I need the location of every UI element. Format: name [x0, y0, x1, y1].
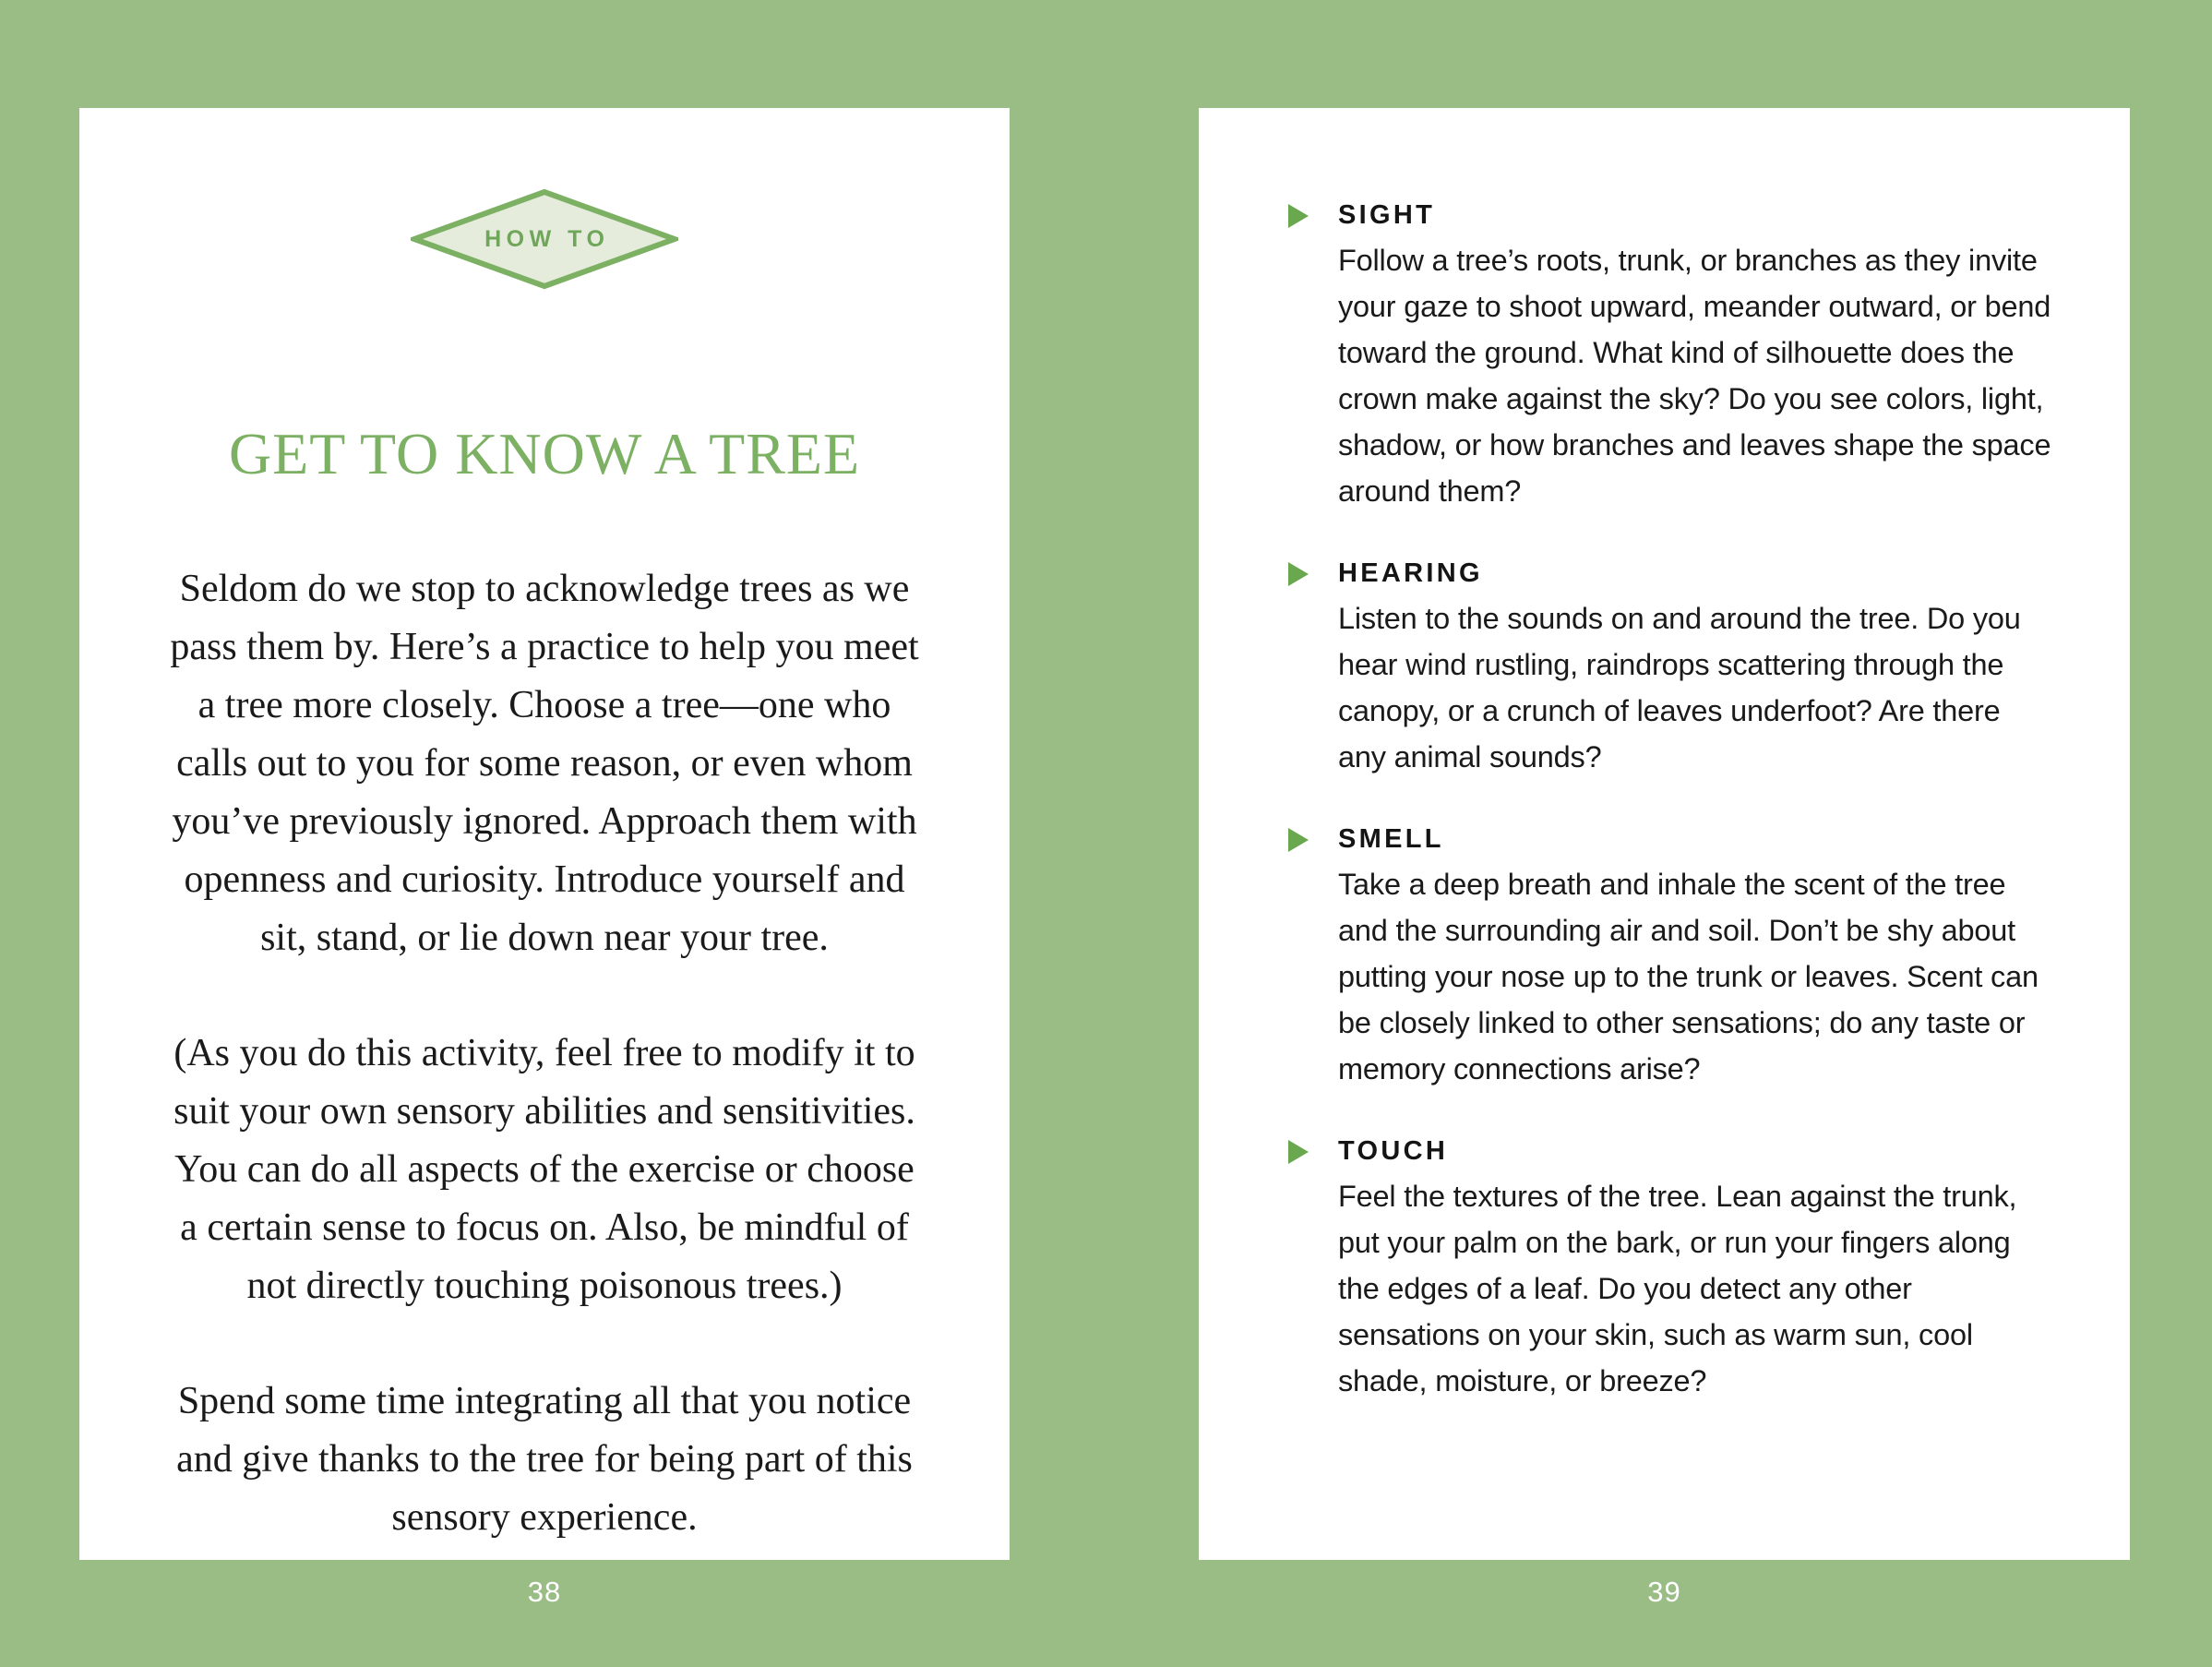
- sense-description: Feel the textures of the tree. Lean against the trunk, put your palm on the bark, or run your fingers along the edges of a leaf. Do you detect any other sensations on your skin, such as warm sun, cool shade, moisture, or breeze?: [1338, 1180, 2017, 1397]
- how-to-badge: [79, 188, 1010, 290]
- sense-section-smell: [1286, 824, 2052, 1092]
- how-to-badge-label: HOW TO: [484, 225, 610, 252]
- left-page: [79, 108, 1010, 1560]
- sense-description: Follow a tree’s roots, trunk, or branches as they invite your gaze to shoot upward, meander outward, or bend toward the ground. What kind of silhouette does the crown make against the sky? Do you see colors, light, shadow, or how branches and leaves shape the space around them?: [1338, 244, 2051, 508]
- right-page-content: [1286, 200, 2052, 1404]
- sense-name: HEARING: [1338, 558, 1483, 588]
- page-title: GET TO KNOW A TREE: [228, 421, 861, 486]
- sense-description: Listen to the sounds on and around the tree. Do you hear wind rustling, raindrops scattering through the canopy, or a crunch of leaves underfoot? Are there any animal sounds?: [1338, 602, 2021, 774]
- left-page-content: [79, 108, 1010, 1560]
- page-number-left: 38: [527, 1576, 562, 1608]
- triangle-right-icon: [1286, 826, 1318, 854]
- sense-heading: [1286, 558, 2052, 589]
- paragraph: Spend some time integrating all that you notice and give thanks to the tree for being part of this sensory experience.: [176, 1380, 913, 1539]
- triangle-right-icon: [1286, 202, 1318, 230]
- sense-name: TOUCH: [1338, 1136, 1449, 1166]
- triangle-right-icon: [1286, 1138, 1318, 1166]
- sense-heading: [1286, 824, 2052, 855]
- sense-section-hearing: [1286, 558, 2052, 780]
- sense-heading: [1286, 200, 2052, 231]
- left-body-text: [162, 560, 927, 1547]
- sense-description: Take a deep breath and inhale the scent of the tree and the surrounding air and soil. Don’t be shy about putting your nose up to the trunk or leaves. Scent can be closely linked to other sensations; do any taste or memory connections arise?: [1338, 868, 2039, 1085]
- sense-name: SMELL: [1338, 824, 1444, 854]
- sense-name: SIGHT: [1338, 200, 1436, 230]
- sense-heading: [1286, 1136, 2052, 1167]
- sense-section-touch: [1286, 1136, 2052, 1404]
- page-number-right: 39: [1647, 1576, 1681, 1608]
- sense-section-sight: [1286, 200, 2052, 514]
- right-page: [1199, 108, 2130, 1560]
- paragraph: (As you do this activity, feel free to modify it to suit your own sensory abilities and sensitivities. You can do all aspects of the exercise or choose a certain sense to focus on. Also, be mindful of not directly touching poisonous trees.): [173, 1032, 915, 1307]
- triangle-right-icon: [1286, 560, 1318, 588]
- paragraph: Seldom do we stop to acknowledge trees as we pass them by. Here’s a practice to help you meet a tree more closely. Choose a tree—one who calls out to you for some reason, or even whom you’ve previously ignored. Approach them with openness and curiosity. Introduce yourself and sit, stand, or lie down near your tree.: [170, 568, 919, 959]
